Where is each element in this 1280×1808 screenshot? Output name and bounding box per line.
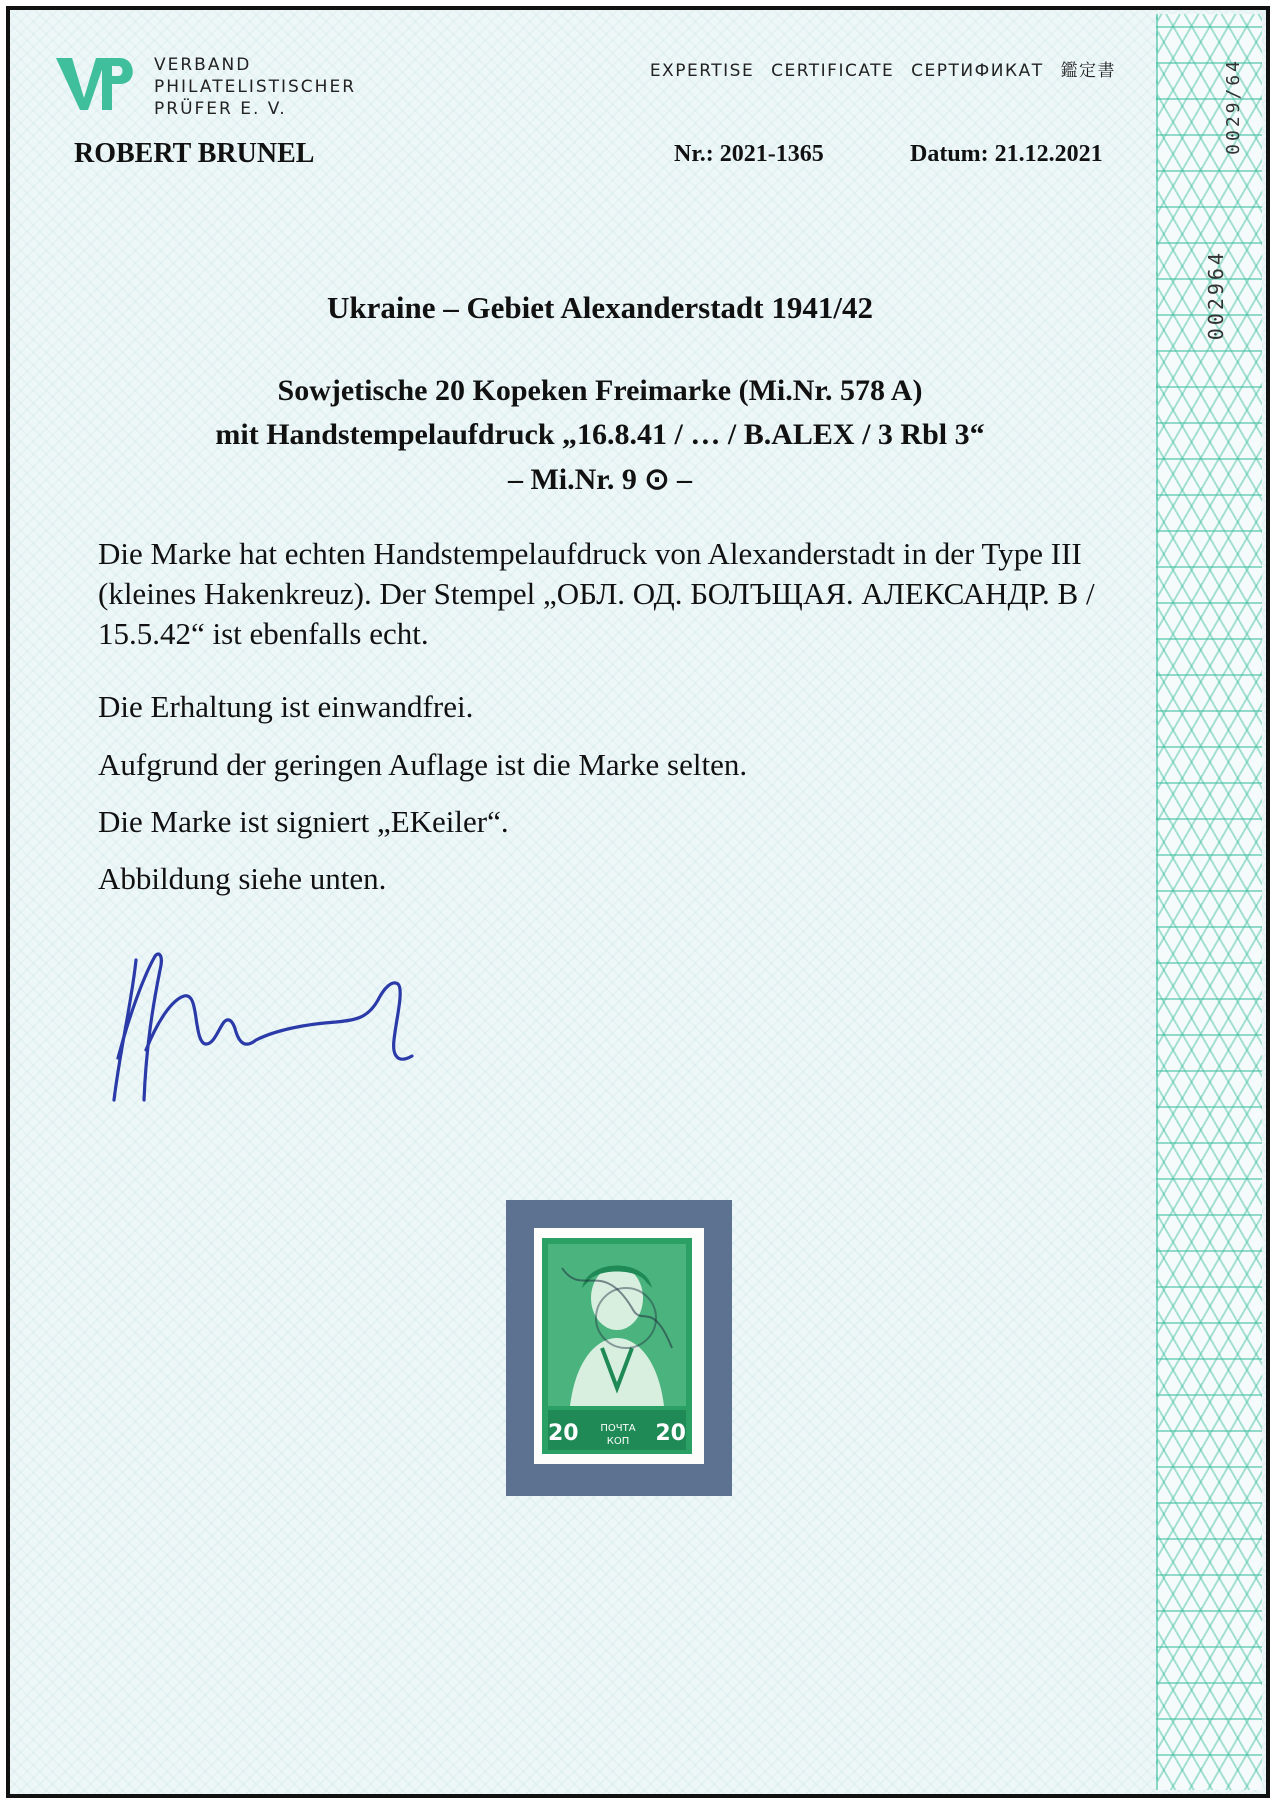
stamp-center-top: ПОЧТА	[600, 1423, 636, 1434]
paragraph-condition: Die Erhaltung ist einwandfrei.	[98, 689, 474, 724]
handwritten-signature	[106, 940, 446, 1115]
certificate-frame	[6, 6, 1270, 1798]
vp-logo	[54, 54, 140, 112]
stamp-value-right: 20	[655, 1421, 686, 1446]
certificate-labels: EXPERTISE CERTIFICATE СЕРТИФИКАТ 鑑定書	[649, 61, 1116, 81]
certificate-number: Nr.: 2021-1365	[674, 141, 824, 167]
stamp-description-line-2: mit Handstempelaufdruck „16.8.41 / … / B.ALEX / 3 Rbl 3“	[215, 418, 985, 451]
association-line-2: PHILATELISTISCHER	[154, 77, 357, 97]
association-line-1: VERBAND	[154, 55, 252, 75]
paragraph-rarity: Aufgrund der geringen Auflage ist die Marke selten.	[98, 747, 748, 782]
paragraph-signature: Die Marke ist signiert „EKeiler“.	[98, 804, 509, 839]
certificate-date: Datum: 21.12.2021	[910, 141, 1103, 167]
paragraph-authenticity: Die Marke hat echten Handstempelaufdruck von Alexanderstadt in der Type III (kleines Hakenkreuz). Der Stempel „ОБЛ. ОД. БОЛЪЩАЯ. АЛЕКСАНДР. В / 15.5.42“ ist ebenfalls echt.	[98, 536, 1095, 651]
stamp-center-bottom: КОП	[606, 1436, 630, 1447]
stamp-image	[534, 1228, 704, 1464]
security-strip	[1156, 14, 1262, 1790]
paragraph-illustration: Abbildung siehe unten.	[98, 861, 387, 896]
stamp-description-line-1: Sowjetische 20 Kopeken Freimarke (Mi.Nr. 578 A)	[277, 374, 923, 407]
expert-name: ROBERT BRUNEL	[74, 138, 315, 169]
association-line-3: PRÜFER E. V.	[154, 99, 287, 119]
association-name	[154, 54, 356, 120]
serial-number-middle: 002964	[1204, 250, 1228, 341]
stamp-center-label	[592, 1422, 644, 1448]
serial-number-top: 0029/64	[1223, 58, 1244, 155]
stamp-design	[542, 1238, 692, 1454]
certificate-title: Ukraine – Gebiet Alexanderstadt 1941/42	[327, 290, 873, 325]
catalogue-number: – Mi.Nr. 9 ⊙ –	[507, 463, 692, 496]
stamp-value-left: 20	[548, 1421, 579, 1446]
